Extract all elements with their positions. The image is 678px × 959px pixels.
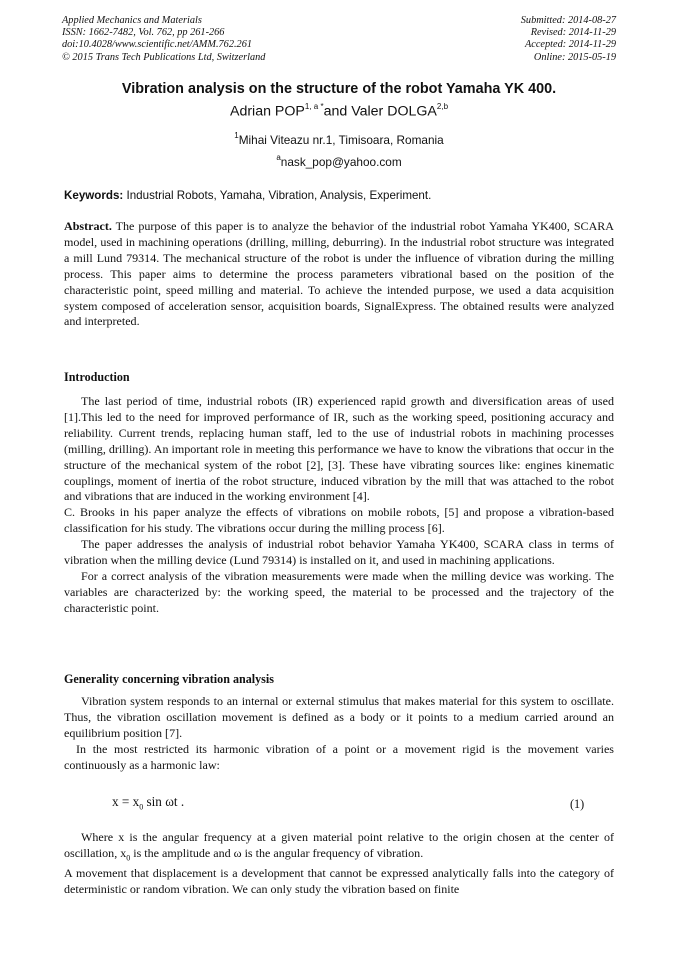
revised-date: Revised: 2014-11-29 (530, 27, 616, 39)
paragraph: In the most restricted its harmonic vibration of a point or a movement rigid is the movement varies continuously as a harmonic law: (64, 741, 614, 772)
generality-body (64, 694, 614, 774)
paragraph: A movement that displacement is a development that cannot be expressed analytically falls into the category of deterministic or random vibration. We can only study the vibration based on finite (64, 866, 614, 897)
subscript: 0 (126, 853, 131, 863)
post-equation-body (64, 830, 614, 898)
paragraph: The paper addresses the analysis of industrial robot behavior Yamaha YK400, SCARA class in terms of vibration when the milling device (Lund 79314) is installed on it, and used in machining applications. (64, 537, 614, 568)
keywords (64, 189, 614, 202)
author-email (0, 154, 678, 169)
equation-subscript: 0 (139, 802, 144, 812)
author-1-sup: 1, a * (304, 102, 324, 111)
paragraph: Vibration system responds to an internal or external stimulus that makes material for this system to oscillate. Thus, the vibration oscillation movement is defined as a body or it points to a medium carried around an equilibrium position [7]. (64, 694, 614, 740)
affiliation-text: Mihai Viteazu nr.1, Timisoara, Romania (238, 132, 444, 147)
doi-line: doi:10.4028/www.scientific.net/AMM.762.261 (62, 39, 252, 51)
equation-lhs: x = x (112, 794, 140, 809)
journal-name: Applied Mechanics and Materials (62, 15, 202, 26)
keywords-label: Keywords: (64, 189, 124, 202)
paragraph: The last period of time, industrial robots (IR) experienced rapid growth and diversification areas of used [1].This led to the need for improved performance of IR, such as the working speed, positioning accuracy and reliability. Current trends, replacing human staff, led to the use of industrial robots in machining processes (milling, drilling). An important role in meeting this performance we have to know the vibrations that occur in the structure of the mechanical system of the robot [2], [3]. These have vibrating sources like: engines kinematic couplings, moment of inertia of the robot structure, induced vibration by the mill that was attached to the robot and vibrations that are induced in the working environment [4]. (64, 394, 614, 504)
submission-dates (521, 15, 616, 64)
paragraph: C. Brooks in his paper analyze the effects of vibrations on mobile robots, [5] and propose a vibration-based classification for his study. The vibrations occur during the milling process [6]. (64, 505, 614, 536)
affiliation-sup: 1 (234, 131, 239, 140)
keywords-text: Industrial Robots, Yamaha, Vibration, Analysis, Experiment. (123, 189, 432, 202)
issn-line: ISSN: 1662-7482, Vol. 762, pp 261-266 (62, 27, 225, 39)
author-2-sup: 2,b (436, 102, 449, 111)
journal-info (62, 15, 265, 64)
paper-title: Vibration analysis on the structure of the robot Yamaha YK 400. (121, 81, 557, 97)
author-joiner: and Valer DOLGA (323, 103, 437, 120)
text-run: is the amplitude and ω is the angular frequency of vibration. (130, 845, 424, 860)
section-heading-generality: Generality concerning vibration analysis (64, 672, 274, 686)
affiliation (0, 132, 678, 147)
online-date: Online: 2015-05-19 (533, 51, 616, 63)
section-heading-introduction: Introduction (64, 370, 130, 384)
copyright-line: © 2015 Trans Tech Publications Ltd, Switzerland (62, 51, 266, 63)
submitted-date: Submitted: 2014-08-27 (520, 15, 616, 26)
abstract-label: Abstract. (64, 219, 112, 233)
author-1-name: Adrian POP (229, 103, 305, 120)
abstract-text: The purpose of this paper is to analyze the behavior of the industrial robot Yamaha YK400, SCARA model, used in machining operations (drilling, milling, deburring). In the industrial robot structure was integrated a mill Lund 79314. The mechanical structure of the robot is under the influence of vibration during the milling process. This paper aims to determine the process parameters vibrational based on the position of the characteristic point, speed milling and material. To achieve the intended purpose, we used a data acquisition system composed of acceleration sensor, acquisition boards, SignalExpress. The obtained results were analyzed and interpreted. (64, 219, 614, 329)
introduction-body (64, 394, 614, 617)
accepted-date: Accepted: 2014-11-29 (524, 39, 616, 51)
email-text: nask_pop@yahoo.com (280, 154, 402, 169)
equation-number: (1) (570, 797, 585, 811)
email-sup: a (276, 153, 281, 162)
paragraph: For a correct analysis of the vibration measurements were made when the milling device was working. The variables are characterized by: the working speed, the material to be processed and the trajectory of the characteristic point. (64, 568, 614, 615)
author-line (0, 103, 678, 120)
equation-1 (112, 794, 184, 812)
equation-rhs: sin ωt . (143, 794, 185, 809)
text-run: Where x is the angular frequency at a given material point relative to the origin chosen at the center of oscillation, x (64, 830, 614, 860)
abstract (64, 219, 614, 330)
paragraph (64, 830, 614, 866)
